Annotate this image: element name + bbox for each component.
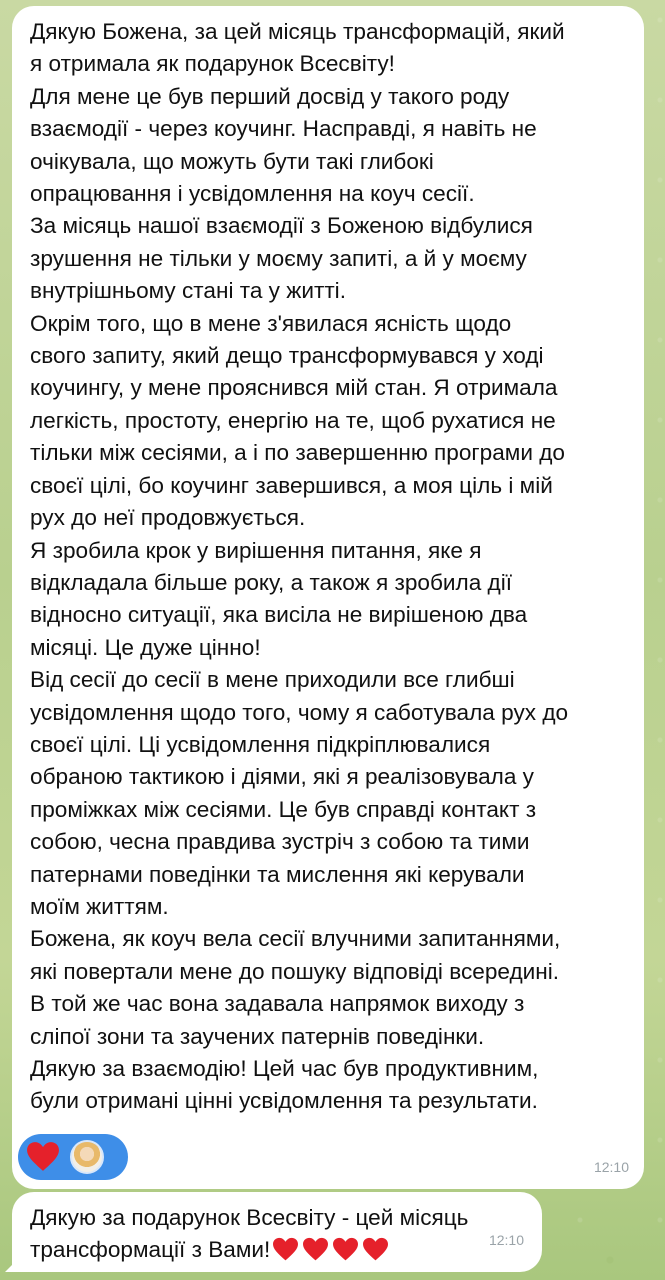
red-heart-icon — [302, 1237, 329, 1262]
message-line: патернами поведінки та мислення які керували — [30, 861, 525, 887]
message-line: зрушення не тільки у моєму запиті, а й у моєму — [30, 245, 527, 271]
message-line: свого запиту, який дещо трансформувався у ході — [30, 343, 544, 369]
message-line: Божена, як коуч вела сесії влучними запитаннями, — [30, 926, 561, 952]
message-line: своєї цілі, бо коучинг завершився, а моя ціль і мій — [30, 472, 553, 498]
message-line: Дякую за взаємодію! Цей час був продуктивним, — [30, 1056, 539, 1081]
message-line: взаємодії - через коучинг. Насправді, я навіть не — [30, 116, 537, 142]
message-line: рух до неї продовжується. — [30, 505, 306, 531]
red-heart-icon — [362, 1237, 389, 1262]
message-line: проміжках між сесіями. Це був справді контакт з — [30, 796, 537, 822]
red-heart-icon — [26, 1141, 60, 1173]
message-line: відносно ситуації, яка висіла не вирішеною два — [30, 602, 528, 628]
message-line: собою, чесна правдива зустріч з собою та тими — [30, 829, 530, 855]
message-line: Дякую за подарунок Всесвіту - цей місяць — [30, 1205, 469, 1230]
message-line: опрацювання і усвідомлення на коуч сесії. — [30, 181, 475, 207]
red-heart-icon — [332, 1237, 359, 1262]
message-time: 12:10 — [488, 1231, 524, 1248]
message-line: Дякую Божена, за цей місяць трансформацій, який — [30, 19, 565, 44]
message-line: коучингу, у мене прояснився мій стан. Я отримала — [30, 375, 558, 401]
message-line: Я зробила крок у вирішення питання, яке я — [30, 537, 482, 563]
message-line: які повертали мене до пошуку відповіді всередині. — [30, 958, 560, 984]
message-line: тільки між сесіями, а і по завершенню програми до — [30, 440, 565, 466]
message-line: Від сесії до сесії в мене приходили все глибші — [30, 667, 515, 693]
message-line: Окрім того, що в мене з'явилася ясність щодо — [30, 310, 512, 336]
message-line: я отримала як подарунок Всесвіту! — [30, 51, 395, 77]
message-line: відкладала більше року, а також я зробила дії — [30, 569, 513, 595]
hearts-group — [272, 1237, 389, 1262]
reaction-pill[interactable] — [18, 1134, 128, 1180]
message-line: своєї цілі. Ці усвідомлення підкріплювалися — [30, 731, 491, 757]
message-line: Для мене це був перший досвід у такого роду — [30, 83, 510, 109]
message-line: В той же час вона задавала напрямок виходу з — [30, 991, 525, 1017]
message-line: місяці. Це дуже цінно! — [30, 634, 261, 660]
message-line: були отримані цінні усвідомлення та результати. — [30, 1088, 538, 1114]
message-line: внутрішньому стані та у житті. — [30, 278, 346, 304]
message-line: усвідомлення щодо того, чому я саботувала рух до — [30, 699, 569, 725]
avatar — [70, 1140, 104, 1174]
message-line: моїм життям. — [30, 893, 169, 919]
message-bubble[interactable] — [12, 1192, 542, 1272]
message-bubble[interactable] — [12, 6, 644, 1189]
message-line: легкість, простоту, енергію на те, щоб рухатися не — [30, 407, 556, 433]
message-line — [30, 1234, 524, 1266]
message-time: 12:10 — [593, 1159, 629, 1175]
message-line: очікувала, що можуть бути такі глибокі — [30, 148, 434, 174]
message-line: За місяць нашої взаємодії з Боженою відбулися — [30, 213, 533, 239]
red-heart-icon — [272, 1237, 299, 1262]
message-line: обраною тактикою і діями, які я реалізовувала у — [30, 764, 534, 790]
message-text: трансформації з Вами! — [30, 1237, 271, 1263]
message-line: сліпої зони та заучених патернів поведінки. — [30, 1023, 485, 1049]
